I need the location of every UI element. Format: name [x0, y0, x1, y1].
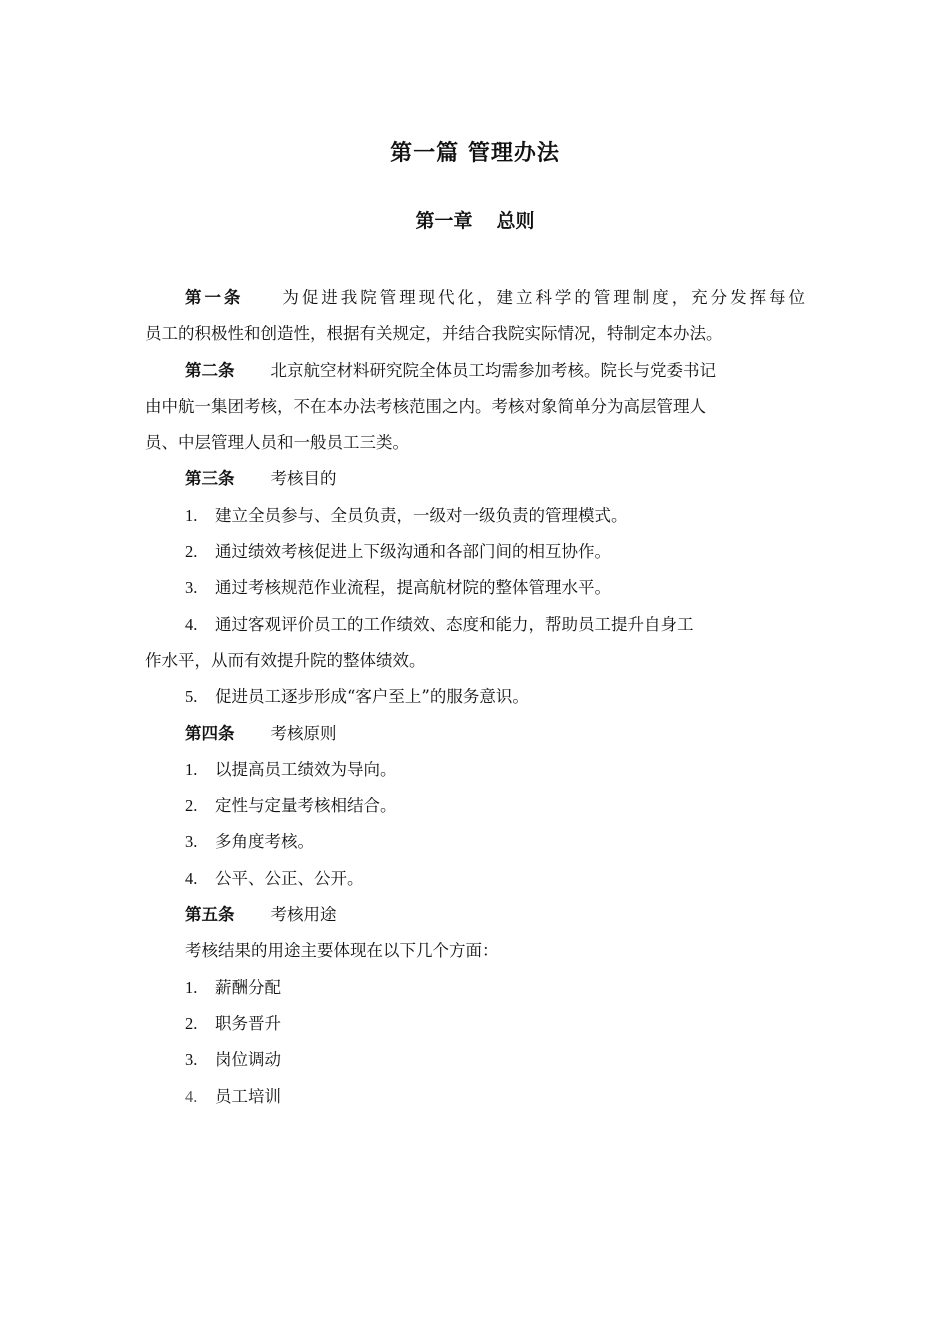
- list-number: 4.: [185, 868, 198, 888]
- list-item: [145, 1042, 805, 1078]
- list-number: 3.: [185, 578, 198, 598]
- article-label: 第一条: [185, 288, 244, 307]
- list-item: [145, 1006, 805, 1042]
- list-item: [145, 534, 805, 570]
- list-item: [145, 824, 805, 860]
- article-heading: 考核目的: [270, 469, 337, 489]
- list-number: 1.: [185, 759, 198, 779]
- list-text: 薪酬分配: [215, 977, 281, 997]
- list-text: 建立全员参与、全员负责，一级对一级负责的管理模式。: [215, 505, 628, 525]
- article-heading: 考核原则: [270, 723, 337, 743]
- list-item: [145, 861, 805, 897]
- list-text: 职务晋升: [215, 1013, 281, 1033]
- list-number: 2.: [185, 796, 198, 816]
- part-title: 第一篇 管理办法: [390, 140, 560, 166]
- document-body: [145, 280, 805, 1115]
- chapter-number: 第一章: [415, 210, 473, 232]
- article-label: 第五条: [185, 905, 235, 925]
- paragraph-text: 员工的积极性和创造性，根据有关规定，并结合我院实际情况，特制定本办法。: [145, 324, 723, 344]
- paragraph-text: 由中航一集团考核，不在本办法考核范围之内。考核对象简单分为高层管理人: [145, 396, 706, 416]
- list-number: 4.: [185, 1086, 198, 1106]
- list-item: [145, 607, 805, 643]
- article-5-heading: [145, 897, 805, 933]
- list-item: [145, 679, 805, 715]
- list-number: 3.: [185, 832, 198, 852]
- list-text: 通过客观评价员工的工作绩效、态度和能力，帮助员工提升自身工: [215, 614, 694, 634]
- list-item: [145, 752, 805, 788]
- list-item: [145, 788, 805, 824]
- article-1-line-1: [145, 280, 805, 316]
- list-text: 促进员工逐步形成“客户至上”的服务意识。: [215, 687, 529, 707]
- list-number: 3.: [185, 1050, 198, 1070]
- article-3-heading: [145, 461, 805, 497]
- list-text: 多角度考核。: [215, 832, 314, 852]
- list-text: 公平、公正、公开。: [215, 868, 364, 888]
- article-2-line-1: [145, 353, 805, 389]
- article-label: 第二条: [185, 360, 235, 380]
- list-text: 通过考核规范作业流程，提高航材院的整体管理水平。: [215, 578, 611, 598]
- article-label: 第四条: [185, 723, 235, 743]
- list-item: [145, 498, 805, 534]
- list-number: 1.: [185, 977, 198, 997]
- article-label: 第三条: [185, 469, 235, 489]
- list-number: 5.: [185, 687, 198, 707]
- list-item: [145, 1079, 805, 1115]
- chapter-name: 总则: [496, 210, 535, 232]
- list-item: [145, 570, 805, 606]
- chapter-title: [0, 206, 950, 233]
- list-item: [145, 970, 805, 1006]
- list-text: 定性与定量考核相结合。: [215, 796, 397, 816]
- list-item-continuation: 作水平，从而有效提升院的整体绩效。: [145, 650, 426, 670]
- list-text: 以提高员工绩效为导向。: [215, 759, 397, 779]
- paragraph-text: 北京航空材料研究院全体员工均需参加考核。院长与党委书记: [270, 360, 716, 380]
- list-number: 4.: [185, 614, 198, 634]
- list-number: 2.: [185, 1013, 198, 1033]
- paragraph-text: 为促进我院管理现代化，建立科学的管理制度，充分发挥每位: [279, 288, 806, 307]
- article-4-heading: [145, 716, 805, 752]
- paragraph-text: 考核结果的用途主要体现在以下几个方面：: [185, 941, 499, 961]
- list-text: 员工培训: [215, 1086, 281, 1106]
- list-text: 通过绩效考核促进上下级沟通和各部门间的相互协作。: [215, 542, 611, 562]
- paragraph-text: 员、中层管理人员和一般员工三类。: [145, 433, 409, 453]
- list-text: 岗位调动: [215, 1050, 281, 1070]
- article-heading: 考核用途: [270, 905, 337, 925]
- list-number: 2.: [185, 542, 198, 562]
- list-number: 1.: [185, 505, 198, 525]
